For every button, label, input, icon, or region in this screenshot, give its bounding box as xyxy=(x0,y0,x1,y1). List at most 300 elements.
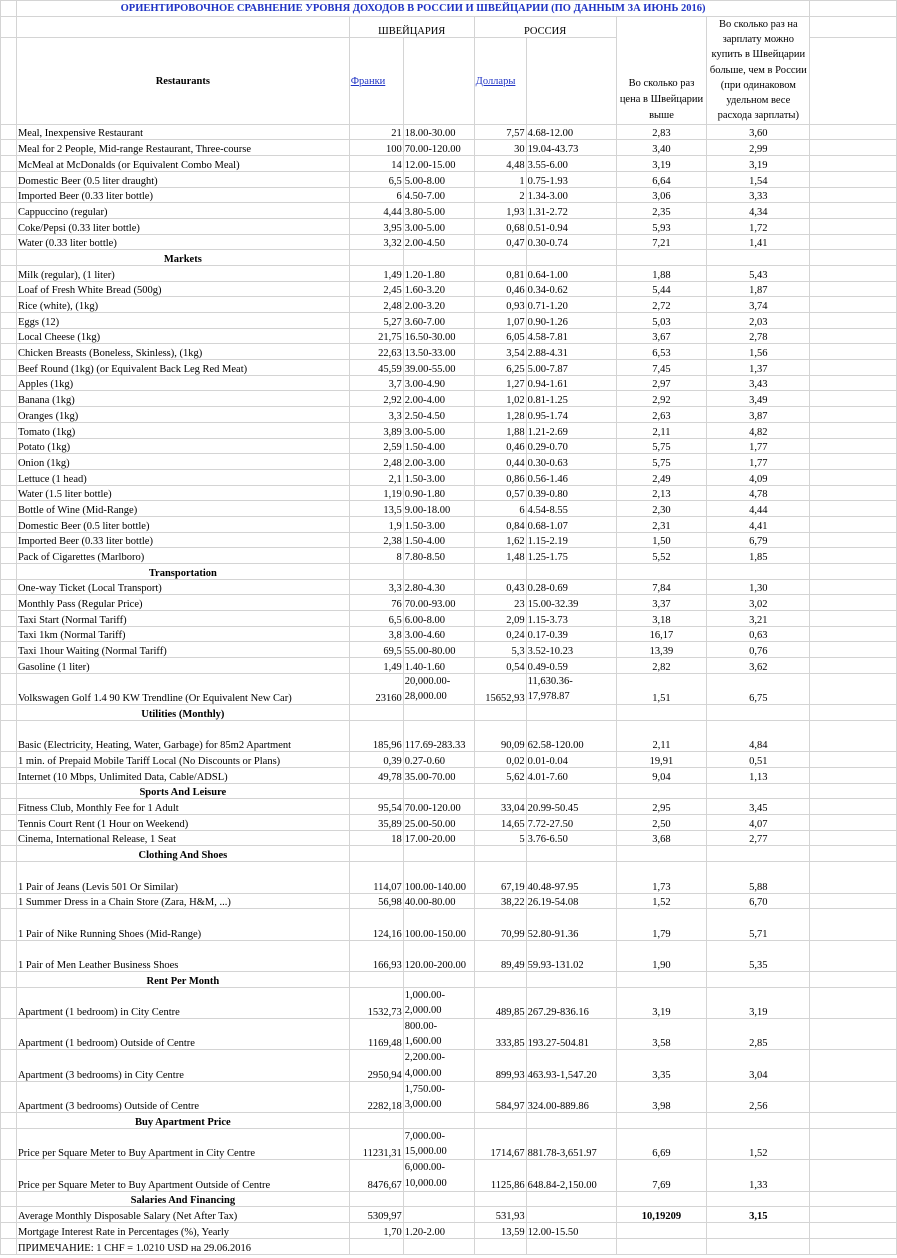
item-name: Water (1.5 liter bottle) xyxy=(16,485,349,501)
salary-ratio: 6,79 xyxy=(707,532,810,548)
chf-price: 8 xyxy=(349,548,403,564)
item-name: McMeal at McDonalds (or Equivalent Combo Meal) xyxy=(16,156,349,172)
chf-range: 1.40-1.60 xyxy=(403,658,474,674)
table-row xyxy=(1,579,897,595)
salary-ratio: 2,03 xyxy=(707,313,810,329)
salary-ratio: 1,54 xyxy=(707,171,810,187)
item-name: 1 min. of Prepaid Mobile Tariff Local (No Discounts or Plans) xyxy=(16,752,349,768)
item-name: Imported Beer (0.33 liter bottle) xyxy=(16,187,349,203)
usd-price: 0,57 xyxy=(474,485,526,501)
salary-ratio: 1,77 xyxy=(707,438,810,454)
price-ratio: 10,19209 xyxy=(616,1207,707,1223)
salary-ratio: 4,41 xyxy=(707,516,810,532)
table-row xyxy=(1,422,897,438)
chf-range: 1.50-3.00 xyxy=(403,469,474,485)
usd-range: 52.80-91.36 xyxy=(526,909,616,940)
salary-ratio: 4,84 xyxy=(707,720,810,751)
table-row xyxy=(1,752,897,768)
item-name: Milk (regular), (1 liter) xyxy=(16,265,349,281)
price-ratio: 3,35 xyxy=(616,1050,707,1081)
usd-price: 6,25 xyxy=(474,360,526,376)
item-name: Potato (1kg) xyxy=(16,438,349,454)
salary-ratio: 5,35 xyxy=(707,940,810,971)
usd-price: 6,05 xyxy=(474,328,526,344)
salary-ratio: 1,87 xyxy=(707,281,810,297)
usd-range: 0.56-1.46 xyxy=(526,469,616,485)
chf-price: 1,49 xyxy=(349,658,403,674)
table-row xyxy=(1,485,897,501)
usd-price: 33,04 xyxy=(474,799,526,815)
usd-range: 15.00-32.39 xyxy=(526,595,616,611)
price-ratio: 5,75 xyxy=(616,438,707,454)
section-title: Clothing And Shoes xyxy=(16,846,349,862)
chf-price: 4,44 xyxy=(349,203,403,219)
table-row xyxy=(1,156,897,172)
salary-ratio: 5,88 xyxy=(707,862,810,893)
price-ratio: 2,95 xyxy=(616,799,707,815)
table-row xyxy=(1,171,897,187)
table-row xyxy=(1,344,897,360)
usd-price: 1,07 xyxy=(474,313,526,329)
chf-price: 114,07 xyxy=(349,862,403,893)
price-ratio: 13,39 xyxy=(616,642,707,658)
price-ratio: 2,83 xyxy=(616,124,707,140)
item-name: 1 Pair of Jeans (Levis 501 Or Similar) xyxy=(16,862,349,893)
price-ratio: 5,93 xyxy=(616,218,707,234)
usd-range: 0.39-0.80 xyxy=(526,485,616,501)
table-row xyxy=(1,642,897,658)
chf-price: 1,70 xyxy=(349,1223,403,1239)
chf-range: 25.00-50.00 xyxy=(403,815,474,831)
salary-ratio: 3,43 xyxy=(707,375,810,391)
chf-range: 1.20-2.00 xyxy=(403,1223,474,1239)
chf-price: 76 xyxy=(349,595,403,611)
chf-price: 35,89 xyxy=(349,815,403,831)
table-row xyxy=(1,720,897,751)
salary-ratio: 3,21 xyxy=(707,611,810,627)
chf-range: 5.00-8.00 xyxy=(403,171,474,187)
price-ratio: 3,19 xyxy=(616,156,707,172)
salary-ratio: 3,45 xyxy=(707,799,810,815)
usd-price: 1,27 xyxy=(474,375,526,391)
table-row xyxy=(1,1019,897,1050)
usd-price: 0,02 xyxy=(474,752,526,768)
chf-price: 185,96 xyxy=(349,720,403,751)
usd-range: 4.58-7.81 xyxy=(526,328,616,344)
usd-range: 12.00-15.50 xyxy=(526,1223,616,1239)
usd-price: 0,46 xyxy=(474,438,526,454)
chf-price: 11231,31 xyxy=(349,1128,403,1159)
usd-price: 89,49 xyxy=(474,940,526,971)
price-ratio: 1,79 xyxy=(616,909,707,940)
price-ratio: 6,69 xyxy=(616,1128,707,1159)
salary-ratio: 1,37 xyxy=(707,360,810,376)
usd-price: 6 xyxy=(474,501,526,517)
price-ratio: 2,31 xyxy=(616,516,707,532)
usd-range: 0.71-1.20 xyxy=(526,297,616,313)
usd-price: 38,22 xyxy=(474,893,526,909)
section-title: Markets xyxy=(16,250,349,266)
usd-range: 3.76-6.50 xyxy=(526,830,616,846)
chf-price: 1,49 xyxy=(349,265,403,281)
section-row xyxy=(1,564,897,580)
usd-range: 2.88-4.31 xyxy=(526,344,616,360)
chf-price: 69,5 xyxy=(349,642,403,658)
usd-range: 0.28-0.69 xyxy=(526,579,616,595)
section-row xyxy=(1,705,897,721)
table-row xyxy=(1,313,897,329)
price-ratio: 6,53 xyxy=(616,344,707,360)
price-ratio: 6,64 xyxy=(616,171,707,187)
chf-range: 55.00-80.00 xyxy=(403,642,474,658)
usd-price: 5,3 xyxy=(474,642,526,658)
table-row xyxy=(1,611,897,627)
usd-range: 463.93-1,547.20 xyxy=(526,1050,616,1081)
salary-ratio: 1,56 xyxy=(707,344,810,360)
salary-ratio: 4,82 xyxy=(707,422,810,438)
item-name: Cappuccino (regular) xyxy=(16,203,349,219)
price-ratio: 3,06 xyxy=(616,187,707,203)
table-row xyxy=(1,454,897,470)
usd-range: 324.00-889.86 xyxy=(526,1081,616,1112)
price-ratio: 2,11 xyxy=(616,720,707,751)
usd-price: 7,57 xyxy=(474,124,526,140)
usd-range: 0.75-1.93 xyxy=(526,171,616,187)
usd-range: 0.30-0.74 xyxy=(526,234,616,250)
salary-ratio: 3,19 xyxy=(707,987,810,1018)
item-name: Chicken Breasts (Boneless, Skinless), (1kg) xyxy=(16,344,349,360)
usd-price: 0,46 xyxy=(474,281,526,297)
item-name: Bottle of Wine (Mid-Range) xyxy=(16,501,349,517)
price-ratio: 1,52 xyxy=(616,893,707,909)
salary-ratio: 0,76 xyxy=(707,642,810,658)
chf-range: 2.00-3.00 xyxy=(403,454,474,470)
table-row xyxy=(1,1081,897,1112)
chf-price: 2,48 xyxy=(349,454,403,470)
item-name: Gasoline (1 liter) xyxy=(16,658,349,674)
chf-range: 70.00-120.00 xyxy=(403,140,474,156)
price-ratio: 1,73 xyxy=(616,862,707,893)
salary-ratio: 1,13 xyxy=(707,768,810,784)
salary-ratio: 2,77 xyxy=(707,830,810,846)
usd-range: 0.51-0.94 xyxy=(526,218,616,234)
chf-range: 1,750.00- 3,000.00 xyxy=(403,1081,474,1112)
table-row xyxy=(1,532,897,548)
section-row xyxy=(1,846,897,862)
price-ratio: 5,44 xyxy=(616,281,707,297)
item-name: Tomato (1kg) xyxy=(16,422,349,438)
salary-ratio-header: Во сколько раз на зарплату можно купить в Швейцарии больше, чем в России (при одинаковом удельном весе расхода зарплаты) xyxy=(707,16,810,124)
usd-price: 15652,93 xyxy=(474,673,526,704)
salary-ratio: 3,33 xyxy=(707,187,810,203)
salary-ratio: 3,87 xyxy=(707,407,810,423)
usd-range: 3.55-6.00 xyxy=(526,156,616,172)
usd-price: 1125,86 xyxy=(474,1160,526,1191)
usd-price: 0,43 xyxy=(474,579,526,595)
usd-price: 0,84 xyxy=(474,516,526,532)
usd-range: 0.68-1.07 xyxy=(526,516,616,532)
chf-price: 95,54 xyxy=(349,799,403,815)
note-row xyxy=(1,1238,897,1254)
chf-range: 120.00-200.00 xyxy=(403,940,474,971)
table-row xyxy=(1,328,897,344)
table-row xyxy=(1,1207,897,1223)
price-ratio: 2,92 xyxy=(616,391,707,407)
price-ratio: 3,58 xyxy=(616,1019,707,1050)
price-ratio: 5,52 xyxy=(616,548,707,564)
usd-range: 1.25-1.75 xyxy=(526,548,616,564)
chf-price: 1,9 xyxy=(349,516,403,532)
chf-range: 0.90-1.80 xyxy=(403,485,474,501)
chf-range: 4.50-7.00 xyxy=(403,187,474,203)
item-name: One-way Ticket (Local Transport) xyxy=(16,579,349,595)
item-name: 1 Pair of Nike Running Shoes (Mid-Range) xyxy=(16,909,349,940)
salary-ratio: 2,56 xyxy=(707,1081,810,1112)
usd-price: 333,85 xyxy=(474,1019,526,1050)
table-row xyxy=(1,1223,897,1239)
price-ratio: 1,90 xyxy=(616,940,707,971)
chf-price: 14 xyxy=(349,156,403,172)
item-name: Cinema, International Release, 1 Seat xyxy=(16,830,349,846)
price-ratio: 3,19 xyxy=(616,987,707,1018)
chf-price: 3,3 xyxy=(349,579,403,595)
usd-range: 0.01-0.04 xyxy=(526,752,616,768)
usd-range: 3.52-10.23 xyxy=(526,642,616,658)
usd-price: 0,86 xyxy=(474,469,526,485)
usd-price: 531,93 xyxy=(474,1207,526,1223)
salary-ratio: 1,77 xyxy=(707,454,810,470)
table-row xyxy=(1,626,897,642)
salary-ratio: 1,72 xyxy=(707,218,810,234)
chf-range: 1,000.00- 2,000.00 xyxy=(403,987,474,1018)
chf-range: 100.00-150.00 xyxy=(403,909,474,940)
salary-ratio: 3,60 xyxy=(707,124,810,140)
item-name: Eggs (12) xyxy=(16,313,349,329)
usd-range: 4.01-7.60 xyxy=(526,768,616,784)
chf-range: 3.00-4.90 xyxy=(403,375,474,391)
salary-ratio: 4,78 xyxy=(707,485,810,501)
francs-link[interactable]: Франки xyxy=(349,38,403,124)
item-name: Beef Round (1kg) (or Equivalent Back Leg Red Meat) xyxy=(16,360,349,376)
item-name: Apartment (3 bedrooms) Outside of Centre xyxy=(16,1081,349,1112)
salary-ratio: 3,74 xyxy=(707,297,810,313)
dollars-link[interactable]: Доллары xyxy=(474,38,526,124)
price-ratio-header: Во сколько раз цена в Швейцарии выше xyxy=(616,16,707,124)
salary-ratio: 0,51 xyxy=(707,752,810,768)
usd-range: 0.81-1.25 xyxy=(526,391,616,407)
usd-range: 0.94-1.61 xyxy=(526,375,616,391)
usd-range: 11,630.36- 17,978.87 xyxy=(526,673,616,704)
price-ratio: 2,11 xyxy=(616,422,707,438)
usd-price: 1714,67 xyxy=(474,1128,526,1159)
item-name: Apartment (1 bedroom) Outside of Centre xyxy=(16,1019,349,1050)
usd-price: 899,93 xyxy=(474,1050,526,1081)
salary-ratio: 1,52 xyxy=(707,1128,810,1159)
price-ratio: 3,18 xyxy=(616,611,707,627)
usd-range: 0.64-1.00 xyxy=(526,265,616,281)
price-ratio: 3,68 xyxy=(616,830,707,846)
price-ratio: 2,97 xyxy=(616,375,707,391)
usd-range: 0.30-0.63 xyxy=(526,454,616,470)
title-row xyxy=(1,1,897,17)
table-row xyxy=(1,203,897,219)
salary-ratio: 2,99 xyxy=(707,140,810,156)
table-row xyxy=(1,1128,897,1159)
item-name: 1 Summer Dress in a Chain Store (Zara, H&M, ...) xyxy=(16,893,349,909)
price-ratio: 2,49 xyxy=(616,469,707,485)
chf-range: 7,000.00- 15,000.00 xyxy=(403,1128,474,1159)
chf-price: 124,16 xyxy=(349,909,403,940)
chf-price: 6 xyxy=(349,187,403,203)
usd-price: 3,54 xyxy=(474,344,526,360)
price-ratio: 2,13 xyxy=(616,485,707,501)
chf-range: 3.00-4.60 xyxy=(403,626,474,642)
table-row xyxy=(1,469,897,485)
chf-price: 18 xyxy=(349,830,403,846)
salary-ratio: 1,41 xyxy=(707,234,810,250)
usd-price: 489,85 xyxy=(474,987,526,1018)
chf-price: 2,92 xyxy=(349,391,403,407)
chf-price: 3,7 xyxy=(349,375,403,391)
chf-range: 1.50-4.00 xyxy=(403,438,474,454)
usd-range: 0.95-1.74 xyxy=(526,407,616,423)
item-name: Imported Beer (0.33 liter bottle) xyxy=(16,532,349,548)
table-row xyxy=(1,940,897,971)
chf-price: 8476,67 xyxy=(349,1160,403,1191)
table-row xyxy=(1,768,897,784)
chf-range: 1.60-3.20 xyxy=(403,281,474,297)
chf-price: 6,5 xyxy=(349,171,403,187)
section-row xyxy=(1,783,897,799)
chf-range: 100.00-140.00 xyxy=(403,862,474,893)
item-name: Oranges (1kg) xyxy=(16,407,349,423)
chf-range: 13.50-33.00 xyxy=(403,344,474,360)
table-row xyxy=(1,830,897,846)
usd-range: 0.29-0.70 xyxy=(526,438,616,454)
usd-range: 7.72-27.50 xyxy=(526,815,616,831)
chf-price: 3,95 xyxy=(349,218,403,234)
price-ratio: 2,35 xyxy=(616,203,707,219)
price-ratio: 7,84 xyxy=(616,579,707,595)
usd-price: 0,68 xyxy=(474,218,526,234)
chf-price: 0,39 xyxy=(349,752,403,768)
chf-range: 18.00-30.00 xyxy=(403,124,474,140)
price-ratio: 3,37 xyxy=(616,595,707,611)
item-name: Taxi Start (Normal Tariff) xyxy=(16,611,349,627)
table-row xyxy=(1,187,897,203)
salary-ratio: 1,30 xyxy=(707,579,810,595)
salary-ratio: 4,07 xyxy=(707,815,810,831)
usd-price: 5,62 xyxy=(474,768,526,784)
salary-ratio: 3,49 xyxy=(707,391,810,407)
item-name: Apartment (3 bedrooms) in City Centre xyxy=(16,1050,349,1081)
price-ratio: 5,75 xyxy=(616,454,707,470)
usd-price: 13,59 xyxy=(474,1223,526,1239)
usd-price: 14,65 xyxy=(474,815,526,831)
item-name: Lettuce (1 head) xyxy=(16,469,349,485)
price-ratio: 7,69 xyxy=(616,1160,707,1191)
item-name: Domestic Beer (0.5 liter bottle) xyxy=(16,516,349,532)
chf-price: 22,63 xyxy=(349,344,403,360)
item-name: Apartment (1 bedroom) in City Centre xyxy=(16,987,349,1018)
salary-ratio: 3,62 xyxy=(707,658,810,674)
usd-price: 1,48 xyxy=(474,548,526,564)
table-row xyxy=(1,124,897,140)
sheet-title: ОРИЕНТИРОВОЧНОЕ СРАВНЕНИЕ УРОВНЯ ДОХОДОВ В РОССИИ И ШВЕЙЦАРИИ (ПО ДАННЫМ ЗА ИЮНЬ 2016) xyxy=(16,1,809,17)
item-name: Onion (1kg) xyxy=(16,454,349,470)
section-row xyxy=(1,250,897,266)
usd-price: 23 xyxy=(474,595,526,611)
usd-price: 0,93 xyxy=(474,297,526,313)
section-row xyxy=(1,1113,897,1129)
usd-range: 0.17-0.39 xyxy=(526,626,616,642)
price-ratio: 2,30 xyxy=(616,501,707,517)
table-row xyxy=(1,1050,897,1081)
section-row xyxy=(1,1191,897,1207)
salary-ratio: 3,02 xyxy=(707,595,810,611)
usd-price: 1,88 xyxy=(474,422,526,438)
chf-price: 21,75 xyxy=(349,328,403,344)
price-ratio: 7,45 xyxy=(616,360,707,376)
chf-range: 3.80-5.00 xyxy=(403,203,474,219)
item-name: Price per Square Meter to Buy Apartment Outside of Centre xyxy=(16,1160,349,1191)
chf-price: 3,89 xyxy=(349,422,403,438)
chf-price: 56,98 xyxy=(349,893,403,909)
chf-price: 2,38 xyxy=(349,532,403,548)
item-name: Banana (1kg) xyxy=(16,391,349,407)
chf-price: 3,32 xyxy=(349,234,403,250)
table-row xyxy=(1,516,897,532)
usd-range: 881.78-3,651.97 xyxy=(526,1128,616,1159)
chf-range: 2.50-4.50 xyxy=(403,407,474,423)
chf-range: 3.00-5.00 xyxy=(403,422,474,438)
price-ratio: 2,82 xyxy=(616,658,707,674)
chf-price: 2,45 xyxy=(349,281,403,297)
section-title: Buy Apartment Price xyxy=(16,1113,349,1129)
usd-price: 1,62 xyxy=(474,532,526,548)
price-ratio: 5,03 xyxy=(616,313,707,329)
chf-range: 3.60-7.00 xyxy=(403,313,474,329)
chf-range: 9.00-18.00 xyxy=(403,501,474,517)
chf-price: 13,5 xyxy=(349,501,403,517)
usd-price: 0,44 xyxy=(474,454,526,470)
exchange-rate-note: ПРИМЕЧАНИЕ: 1 CHF = 1.0210 USD на 29.06.2016 xyxy=(16,1238,349,1254)
switzerland-header: ШВЕЙЦАРИЯ xyxy=(349,16,474,38)
table-row xyxy=(1,548,897,564)
price-ratio: 1,88 xyxy=(616,265,707,281)
item-name: Coke/Pepsi (0.33 liter bottle) xyxy=(16,218,349,234)
salary-ratio: 0,63 xyxy=(707,626,810,642)
usd-range: 5.00-7.87 xyxy=(526,360,616,376)
restaurants-section-title: Restaurants xyxy=(16,38,349,124)
salary-ratio xyxy=(707,1223,810,1239)
table-row xyxy=(1,234,897,250)
chf-range: 12.00-15.00 xyxy=(403,156,474,172)
price-ratio: 2,50 xyxy=(616,815,707,831)
chf-price: 1532,73 xyxy=(349,987,403,1018)
usd-range: 0.90-1.26 xyxy=(526,313,616,329)
table-row xyxy=(1,815,897,831)
item-name: Loaf of Fresh White Bread (500g) xyxy=(16,281,349,297)
item-name: Basic (Electricity, Heating, Water, Garbage) for 85m2 Apartment xyxy=(16,720,349,751)
chf-range: 800.00- 1,600.00 xyxy=(403,1019,474,1050)
chf-range: 7.80-8.50 xyxy=(403,548,474,564)
item-name: Price per Square Meter to Buy Apartment in City Centre xyxy=(16,1128,349,1159)
usd-range: 40.48-97.95 xyxy=(526,862,616,893)
salary-ratio: 1,33 xyxy=(707,1160,810,1191)
chf-price: 3,3 xyxy=(349,407,403,423)
item-name: Internet (10 Mbps, Unlimited Data, Cable/ADSL) xyxy=(16,768,349,784)
